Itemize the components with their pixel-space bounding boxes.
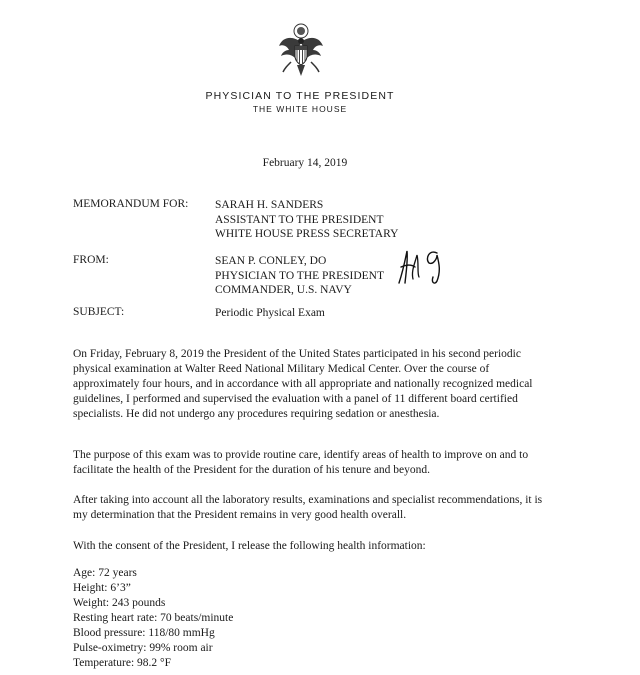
recipient-office: WHITE HOUSE PRESS SECRETARY bbox=[215, 228, 399, 240]
vital-age: Age: 72 years bbox=[73, 567, 137, 579]
eagle-seal-icon bbox=[277, 22, 325, 78]
from-label: FROM: bbox=[73, 254, 109, 266]
health-information-list bbox=[73, 566, 233, 671]
paragraph-exam-purpose: The purpose of this exam was to provide routine care, identify areas of health to improve on and to facilitate the health of the President for the duration of his tenure and beyond. bbox=[73, 449, 529, 476]
memo-date: February 14, 2019 bbox=[262, 157, 348, 169]
vital-heart-rate: Resting heart rate: 70 beats/minute bbox=[73, 612, 234, 624]
vital-temperature: Temperature: 98.2 °F bbox=[73, 657, 172, 669]
sender-rank: COMMANDER, U.S. NAVY bbox=[215, 284, 352, 296]
subject-value: Periodic Physical Exam bbox=[215, 307, 325, 319]
vital-pulse-oximetry: Pulse-oximetry: 99% room air bbox=[73, 642, 213, 654]
letterhead-subtitle: THE WHITE HOUSE bbox=[252, 104, 348, 114]
paragraph-exam-overview: On Friday, February 8, 2019 the President of the United States participated in his second periodic physical examination at Walter Reed National Military Medical Center. Over the course of approximately four hours, and in accordance with all appropriate and nationally recognized medical guidelines, I performed and supervised the evaluation with a panel of 11 different board certified specialists. He did not undergo any procedures requiring sedation or anesthesia. bbox=[73, 348, 533, 420]
recipient-name: SARAH H. SANDERS bbox=[215, 199, 324, 211]
sender-title: PHYSICIAN TO THE PRESIDENT bbox=[215, 269, 385, 282]
paragraph-determination: After taking into account all the laboratory results, examinations and specialist recommendations, it is my determination that the President remains in very good health overall. bbox=[73, 494, 543, 521]
vital-height: Height: 6’3” bbox=[73, 582, 131, 594]
sender-name: SEAN P. CONLEY, DO bbox=[215, 255, 327, 267]
memorandum-recipient bbox=[215, 198, 398, 242]
signature-initials-icon bbox=[393, 243, 455, 287]
letterhead-title: PHYSICIAN TO THE PRESIDENT bbox=[205, 90, 395, 102]
memorandum-for-label: MEMORANDUM FOR: bbox=[73, 198, 189, 210]
from-sender bbox=[215, 254, 384, 298]
paragraph-consent: With the consent of the President, I release the following health information: bbox=[73, 540, 426, 552]
vital-blood-pressure: Blood pressure: 118/80 mmHg bbox=[73, 627, 215, 639]
vital-weight: Weight: 243 pounds bbox=[73, 597, 166, 609]
recipient-title: ASSISTANT TO THE PRESIDENT bbox=[215, 213, 384, 226]
subject-label: SUBJECT: bbox=[73, 306, 125, 318]
